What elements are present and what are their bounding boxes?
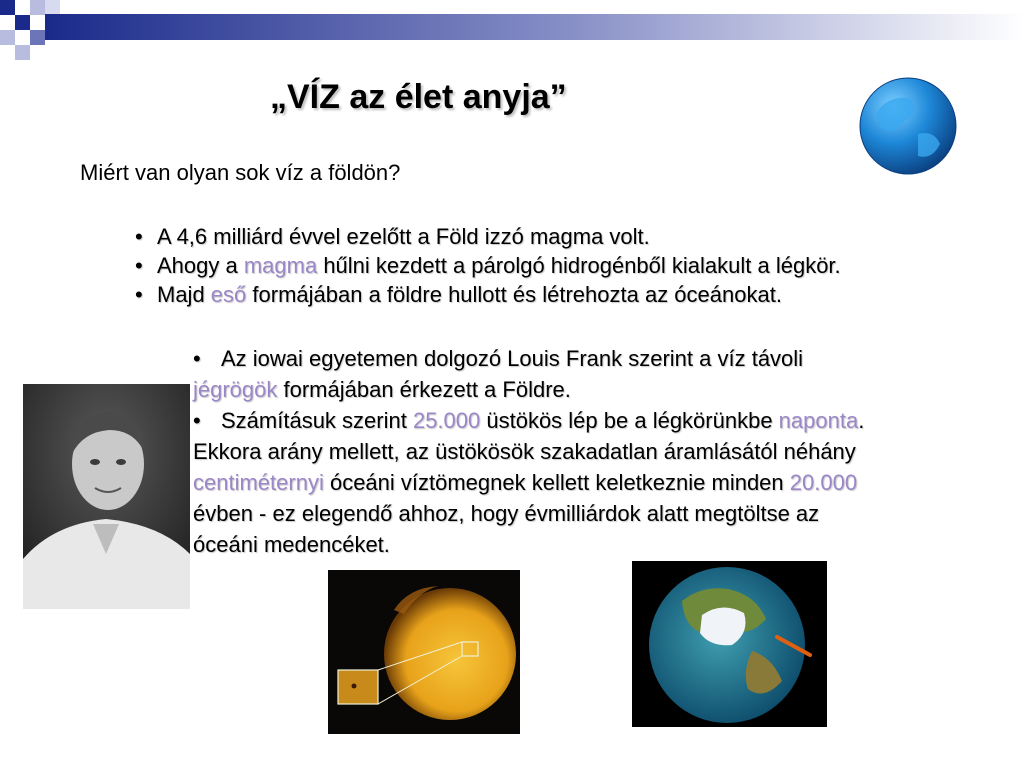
highlight-term: naponta [778, 408, 859, 433]
list-item [135, 222, 841, 251]
paragraph-text: üstökös lép be a légkörünkbe [480, 408, 779, 433]
highlight-term: jégrögök [193, 377, 278, 402]
list-item [135, 280, 841, 309]
paragraph-text: óceáni víztömegnek kellett keletkeznie minden [323, 470, 790, 495]
highlight-number: 25.000 [412, 408, 481, 433]
bullet-text-post: formájában a földre hullott és létrehozta az óceánokat. [246, 282, 782, 307]
paragraph-line [193, 405, 993, 436]
paragraph-line [193, 343, 993, 374]
bullet-dot: • [135, 253, 143, 278]
paragraph-line [193, 467, 993, 498]
highlight-term: magma [243, 253, 318, 278]
paragraph-text: formájában érkezett a Földre. [277, 377, 571, 402]
comet-photo [328, 570, 520, 734]
paragraph-line: Ekkora arány mellett, az üstökösök szakadatlan áramlásától néhány [193, 439, 856, 464]
slide-title: „VÍZ az élet anyja” [270, 78, 567, 116]
earth-photo [632, 561, 827, 727]
bullet-dot: • [193, 408, 201, 433]
comet-theory-paragraph [193, 343, 993, 560]
bullet-text-pre: Ahogy a [157, 253, 244, 278]
paragraph-line: óceáni medencéket. [193, 532, 390, 557]
bullet-text: A 4,6 milliárd évvel ezelőtt a Föld izzó magma volt. [157, 224, 650, 249]
paragraph-text: Az iowai egyetemen dolgozó Louis Frank szerint a víz távoli [221, 346, 804, 371]
question-text: Miért van olyan sok víz a földön? [80, 160, 401, 185]
paragraph-text: . [858, 408, 865, 433]
decorative-header-bar [0, 0, 1024, 60]
bullet-text-post: hűlni kezdett a párolgó hidrogénből kialakult a légkör. [317, 253, 841, 278]
highlight-term: eső [210, 282, 247, 307]
paragraph-line [193, 374, 993, 405]
highlight-number: 20.000 [789, 470, 858, 495]
globe-icon [856, 74, 960, 178]
bullet-dot: • [135, 224, 143, 249]
bullet-dot: • [135, 282, 143, 307]
paragraph-line: évben - ez elegendő ahhoz, hogy évmilliárdok alatt megtöltse az [193, 501, 820, 526]
list-item [135, 251, 841, 280]
paragraph-text: Számításuk szerint [221, 408, 413, 433]
highlight-term: centiméternyi [193, 470, 324, 495]
bullet-list [135, 222, 841, 309]
bullet-text-pre: Majd [157, 282, 211, 307]
bullet-dot: • [193, 346, 201, 371]
portrait-photo [23, 384, 190, 609]
